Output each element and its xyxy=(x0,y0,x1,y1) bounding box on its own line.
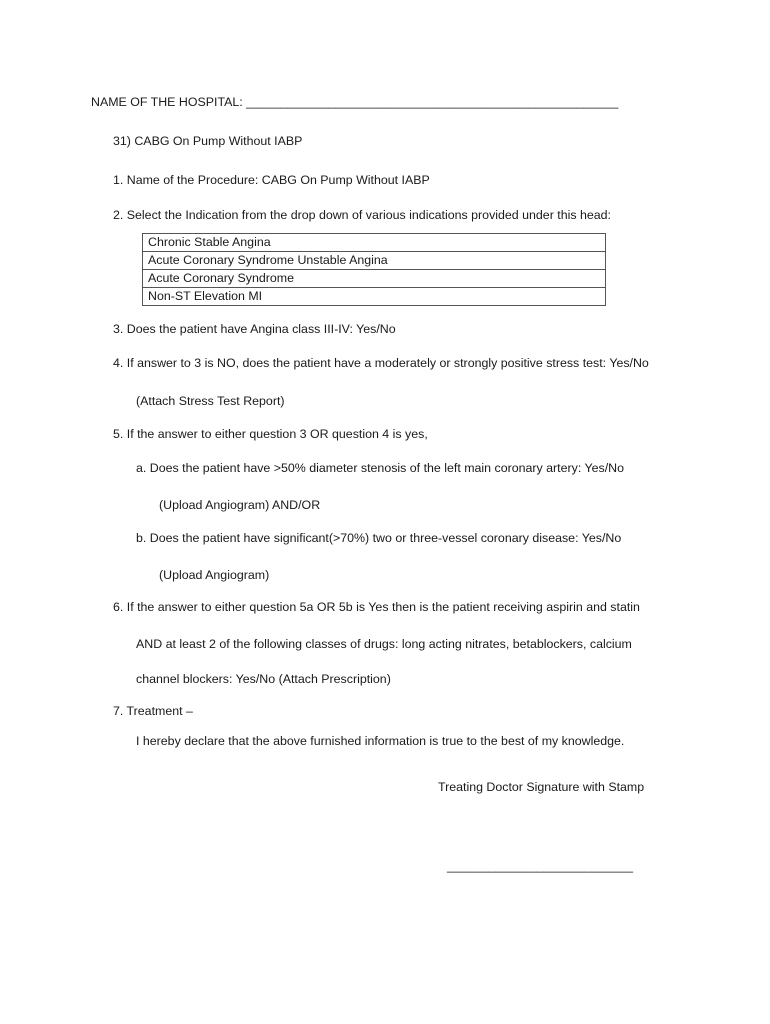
question-6-line-1: 6. If the answer to either question 5a OR 5b is Yes then is the patient receiving aspirin and statin xyxy=(113,600,640,614)
question-6-line-3: channel blockers: Yes/No (Attach Prescription) xyxy=(136,672,391,686)
hospital-name-field[interactable]: ______________________________________________________ xyxy=(246,95,619,109)
question-4: 4. If answer to 3 is NO, does the patient have a moderately or strongly positive stress test: Yes/No xyxy=(113,356,649,370)
question-5b: b. Does the patient have significant(>70%) two or three-vessel coronary disease: Yes/No xyxy=(136,531,622,545)
question-7: 7. Treatment – xyxy=(113,704,193,718)
indication-option[interactable]: Non-ST Elevation MI xyxy=(148,289,263,303)
question-5b-note: (Upload Angiogram) xyxy=(159,568,270,582)
signature-field[interactable]: ___________________________ xyxy=(447,859,634,873)
hospital-name-line xyxy=(91,94,618,110)
hospital-name-label: NAME OF THE HOSPITAL: xyxy=(91,95,247,109)
question-5a: a. Does the patient have >50% diameter stenosis of the left main coronary artery: Yes/No xyxy=(136,461,624,475)
question-2: 2. Select the Indication from the drop down of various indications provided under this head: xyxy=(113,208,611,222)
question-5a-note: (Upload Angiogram) AND/OR xyxy=(159,498,321,512)
indication-table[interactable] xyxy=(142,233,606,306)
signature-label: Treating Doctor Signature with Stamp xyxy=(438,780,645,794)
declaration-text: I hereby declare that the above furnished information is true to the best of my knowledge. xyxy=(136,734,625,748)
question-1: 1. Name of the Procedure: CABG On Pump Without IABP xyxy=(113,173,430,187)
question-5: 5. If the answer to either question 3 OR question 4 is yes, xyxy=(113,427,428,441)
indication-option[interactable]: Acute Coronary Syndrome Unstable Angina xyxy=(143,252,605,270)
procedure-heading: 31) CABG On Pump Without IABP xyxy=(113,134,303,148)
question-4-note: (Attach Stress Test Report) xyxy=(136,394,285,408)
indication-option[interactable]: Chronic Stable Angina xyxy=(143,234,605,252)
indication-option[interactable]: Acute Coronary Syndrome xyxy=(143,270,605,288)
question-6-line-2: AND at least 2 of the following classes of drugs: long acting nitrates, betablockers, calcium xyxy=(136,637,632,651)
question-3: 3. Does the patient have Angina class III-IV: Yes/No xyxy=(113,322,396,336)
